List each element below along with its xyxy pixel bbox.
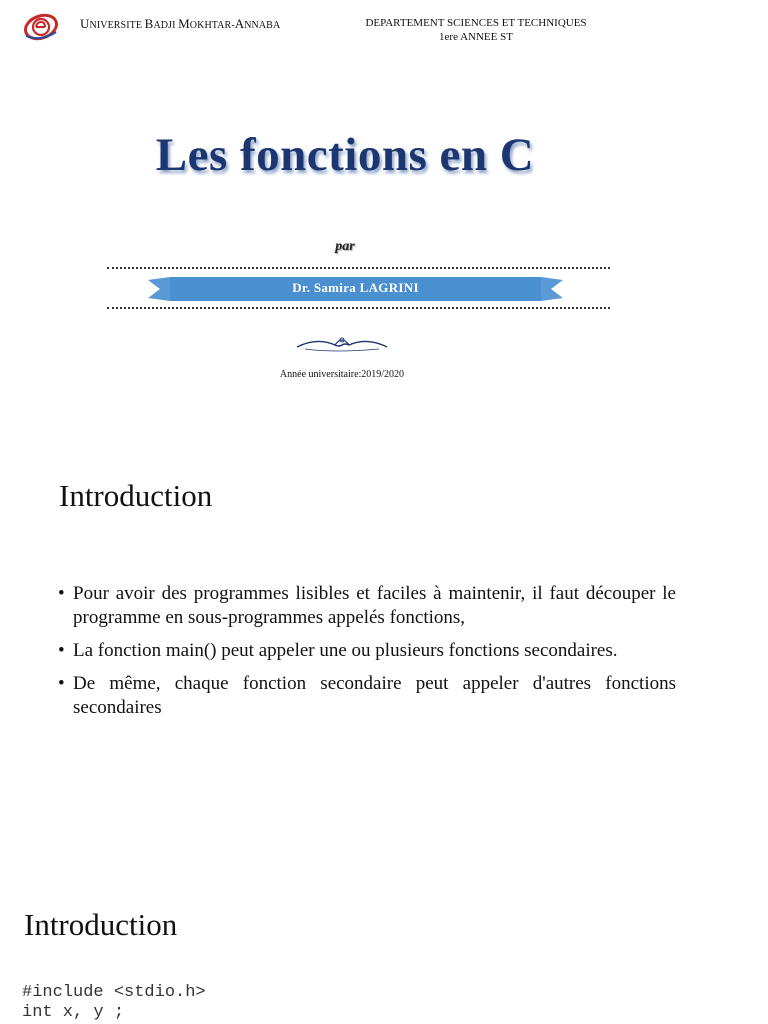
- academic-year: Année universitaire:2019/2020: [279, 369, 405, 380]
- dotted-divider-bottom: [107, 307, 610, 309]
- level-label: 1ere ANNEE ST: [439, 31, 513, 43]
- list-item: • De même, chaque fonction secondaire peut appeler d'autres fonctions secondaires: [58, 673, 676, 718]
- author-name: Dr. Samira LAGRINI: [292, 280, 419, 295]
- section-heading-introduction-2: Introduction: [24, 907, 178, 942]
- bullet-icon: •: [58, 673, 65, 694]
- department-name: DEPARTEMENT SCIENCES ET TECHNIQUES: [365, 17, 587, 29]
- by-label: par: [335, 239, 355, 254]
- code-line: int x, y ;: [22, 1003, 125, 1022]
- bullet-list: [58, 582, 676, 729]
- code-block: [22, 983, 206, 1023]
- bullet-icon: •: [58, 583, 65, 604]
- bullet-icon: •: [58, 640, 65, 661]
- author-ribbon: [148, 277, 563, 301]
- dotted-divider-top: [107, 267, 610, 269]
- document-title: Les fonctions en C: [155, 129, 535, 181]
- university-name: UNIVERSITE BADJI MOKHTAR-ANNABA: [80, 16, 281, 31]
- list-item: • Pour avoir des programmes lisibles et faciles à maintenir, il faut découper le programme en sous-programmes appelés fonctions,: [58, 583, 676, 628]
- list-item: • La fonction main() peut appeler une ou plusieurs fonctions secondaires.: [58, 640, 618, 661]
- flourish-ornament-icon: [295, 333, 389, 355]
- department-header: [346, 16, 606, 44]
- section-heading-introduction: Introduction: [59, 478, 213, 513]
- code-line: #include <stdio.h>: [22, 983, 206, 1002]
- university-logo-icon: [22, 12, 60, 42]
